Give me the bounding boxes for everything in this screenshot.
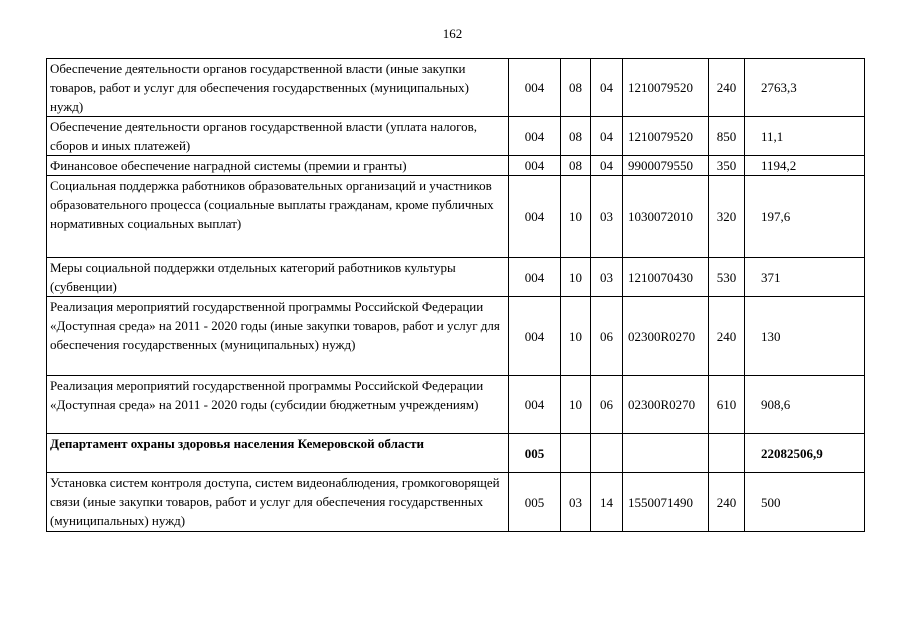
ministry-code: 005 xyxy=(509,473,561,532)
subsection-code xyxy=(591,434,623,473)
section-code: 08 xyxy=(561,156,591,176)
subsection-code: 03 xyxy=(591,258,623,297)
target-article-code: 1550071490 xyxy=(623,473,709,532)
target-article-code: 1030072010 xyxy=(623,176,709,258)
table-row xyxy=(47,156,865,176)
amount-value: 11,1 xyxy=(745,117,865,156)
table-row xyxy=(47,473,865,532)
ministry-code: 004 xyxy=(509,117,561,156)
amount-value: 371 xyxy=(745,258,865,297)
expense-type-code: 240 xyxy=(709,59,745,117)
section-code: 03 xyxy=(561,473,591,532)
table-row xyxy=(47,59,865,117)
target-article-code: 1210079520 xyxy=(623,117,709,156)
amount-value: 197,6 xyxy=(745,176,865,258)
subsection-code: 14 xyxy=(591,473,623,532)
section-code: 10 xyxy=(561,297,591,376)
section-code xyxy=(561,434,591,473)
row-description: Обеспечение деятельности органов государственной власти (уплата налогов, сборов и иных платежей) xyxy=(47,117,509,156)
amount-value: 1194,2 xyxy=(745,156,865,176)
subsection-code: 03 xyxy=(591,176,623,258)
ministry-code: 004 xyxy=(509,376,561,434)
target-article-code: 1210070430 xyxy=(623,258,709,297)
amount-value: 130 xyxy=(745,297,865,376)
amount-value: 2763,3 xyxy=(745,59,865,117)
target-article-code: 1210079520 xyxy=(623,59,709,117)
section-code: 10 xyxy=(561,376,591,434)
expense-type-code xyxy=(709,434,745,473)
expense-type-code: 530 xyxy=(709,258,745,297)
amount-value: 22082506,9 xyxy=(745,434,865,473)
ministry-code: 004 xyxy=(509,176,561,258)
amount-value: 500 xyxy=(745,473,865,532)
expense-type-code: 240 xyxy=(709,297,745,376)
table-row xyxy=(47,297,865,376)
section-code: 08 xyxy=(561,117,591,156)
table-row xyxy=(47,376,865,434)
ministry-code: 004 xyxy=(509,59,561,117)
subsection-code: 04 xyxy=(591,156,623,176)
target-article-code xyxy=(623,434,709,473)
subsection-code: 04 xyxy=(591,59,623,117)
budget-table xyxy=(46,58,865,532)
subsection-code: 06 xyxy=(591,297,623,376)
page-number: 162 xyxy=(442,26,463,41)
expense-type-code: 850 xyxy=(709,117,745,156)
section-code: 10 xyxy=(561,258,591,297)
row-description: Обеспечение деятельности органов государственной власти (иные закупки товаров, работ и услуг для обеспечения государственных (муниципальных) нужд) xyxy=(47,59,509,117)
row-description: Социальная поддержка работников образовательных организаций и участников образовательного процесса (социальные выплаты гражданам, кроме публичных нормативных социальных выплат) xyxy=(47,176,509,258)
table-row xyxy=(47,117,865,156)
target-article-code: 9900079550 xyxy=(623,156,709,176)
ministry-code: 004 xyxy=(509,258,561,297)
ministry-code: 005 xyxy=(509,434,561,473)
row-description: Финансовое обеспечение наградной системы (премии и гранты) xyxy=(47,156,509,176)
expense-type-code: 350 xyxy=(709,156,745,176)
table-row xyxy=(47,176,865,258)
table-row-department-header xyxy=(47,434,865,473)
table-row xyxy=(47,258,865,297)
amount-value: 908,6 xyxy=(745,376,865,434)
row-description: Меры социальной поддержки отдельных категорий работников культуры (субвенции) xyxy=(47,258,509,297)
row-description: Реализация мероприятий государственной программы Российской Федерации «Доступная среда» на 2011 - 2020 годы (субсидии бюджетным учреждениям) xyxy=(47,376,509,434)
row-description: Реализация мероприятий государственной программы Российской Федерации «Доступная среда» на 2011 - 2020 годы (иные закупки товаров, работ и услуг для обеспечения государственных (муниципальных) нужд) xyxy=(47,297,509,376)
ministry-code: 004 xyxy=(509,297,561,376)
subsection-code: 04 xyxy=(591,117,623,156)
section-code: 08 xyxy=(561,59,591,117)
ministry-code: 004 xyxy=(509,156,561,176)
row-description: Установка систем контроля доступа, систем видеонаблюдения, громкоговорящей связи (иные закупки товаров, работ и услуг для обеспечения государственных (муниципальных) нужд) xyxy=(47,473,509,532)
subsection-code: 06 xyxy=(591,376,623,434)
target-article-code: 02300R0270 xyxy=(623,297,709,376)
expense-type-code: 610 xyxy=(709,376,745,434)
section-code: 10 xyxy=(561,176,591,258)
row-description: Департамент охраны здоровья населения Кемеровской области xyxy=(47,434,509,473)
expense-type-code: 320 xyxy=(709,176,745,258)
target-article-code: 02300R0270 xyxy=(623,376,709,434)
expense-type-code: 240 xyxy=(709,473,745,532)
